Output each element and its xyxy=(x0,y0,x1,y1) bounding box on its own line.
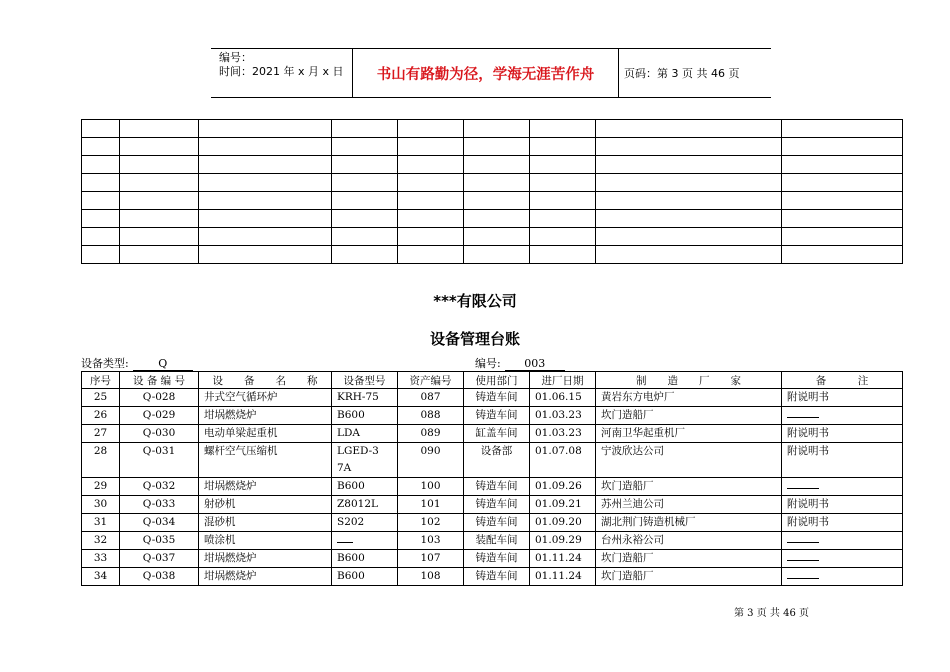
company-title: ***有限公司 xyxy=(433,292,517,310)
page-header xyxy=(211,48,771,98)
empty-cell xyxy=(120,174,199,192)
table-header-row xyxy=(82,372,903,389)
header-page-label: 页码：第 3 页 共 46 页 xyxy=(624,67,740,80)
empty-cell xyxy=(782,246,903,264)
equipment-type-label: 设备类型: xyxy=(81,357,129,370)
cell-date: 01.03.23 xyxy=(530,407,596,425)
empty-cell xyxy=(120,120,199,138)
equipment-type xyxy=(81,355,193,371)
equipment-type-value: Q xyxy=(133,357,193,371)
empty-cell xyxy=(596,174,782,192)
empty-cell xyxy=(398,156,464,174)
blank-line xyxy=(787,479,819,489)
table-row xyxy=(82,532,903,550)
cell-name: 混砂机 xyxy=(199,514,332,532)
empty-cell xyxy=(464,120,530,138)
empty-cell xyxy=(398,192,464,210)
cell-asset: 088 xyxy=(398,407,464,425)
empty-cell xyxy=(530,228,596,246)
table-row xyxy=(82,496,903,514)
header-slogan: 书山有路勤为径，学海无涯苦作舟 xyxy=(353,49,619,97)
empty-cell xyxy=(530,156,596,174)
empty-cell xyxy=(199,156,332,174)
empty-cell xyxy=(596,228,782,246)
column-header: 使用部门 xyxy=(464,372,530,389)
column-header: 设 备 名 称 xyxy=(199,372,332,389)
empty-cell xyxy=(199,138,332,156)
cell-name: 井式空气循环炉 xyxy=(199,389,332,407)
empty-cell xyxy=(82,174,120,192)
cell-note: 附说明书 xyxy=(782,443,903,478)
cell-dept: 缸盖车间 xyxy=(464,425,530,443)
empty-cell xyxy=(120,246,199,264)
empty-cell xyxy=(398,174,464,192)
column-header: 设 备 编 号 xyxy=(120,372,199,389)
empty-cell xyxy=(782,228,903,246)
empty-cell xyxy=(398,138,464,156)
empty-table-row xyxy=(82,246,903,264)
column-header: 制 造 厂 家 xyxy=(596,372,782,389)
cell-model: LDA xyxy=(332,425,398,443)
empty-table-row xyxy=(82,228,903,246)
cell-model: B600 xyxy=(332,478,398,496)
empty-cell xyxy=(199,120,332,138)
cell-asset: 103 xyxy=(398,532,464,550)
empty-cell xyxy=(464,192,530,210)
empty-cell xyxy=(596,120,782,138)
empty-cell xyxy=(464,228,530,246)
empty-cell xyxy=(530,192,596,210)
cell-dept: 装配车间 xyxy=(464,532,530,550)
cell-asset: 100 xyxy=(398,478,464,496)
empty-cell xyxy=(120,228,199,246)
empty-cell xyxy=(332,120,398,138)
cell-note xyxy=(782,478,903,496)
empty-cell xyxy=(332,138,398,156)
table-row xyxy=(82,568,903,586)
cell-code: Q-029 xyxy=(120,407,199,425)
cell-code: Q-038 xyxy=(120,568,199,586)
table-row xyxy=(82,550,903,568)
cell-maker: 宁波欣达公司 xyxy=(596,443,782,478)
empty-cell xyxy=(82,120,120,138)
blank-line xyxy=(787,408,819,418)
empty-cell xyxy=(398,210,464,228)
empty-cell xyxy=(82,228,120,246)
empty-table-row xyxy=(82,156,903,174)
cell-date: 01.09.20 xyxy=(530,514,596,532)
empty-cell xyxy=(199,174,332,192)
cell-model: B600 xyxy=(332,568,398,586)
empty-cell xyxy=(332,228,398,246)
cell-note: 附说明书 xyxy=(782,389,903,407)
cell-note xyxy=(782,532,903,550)
cell-asset: 089 xyxy=(398,425,464,443)
cell-model: LGED-37A xyxy=(332,443,398,478)
cell-asset: 108 xyxy=(398,568,464,586)
column-header: 进厂日期 xyxy=(530,372,596,389)
page-footer: 第 3 页 共 46 页 xyxy=(734,608,809,619)
table-row xyxy=(82,425,903,443)
empty-cell xyxy=(332,246,398,264)
cell-name: 坩埚燃烧炉 xyxy=(199,407,332,425)
empty-cell xyxy=(782,138,903,156)
cell-asset: 107 xyxy=(398,550,464,568)
empty-cell xyxy=(398,120,464,138)
cell-no: 28 xyxy=(82,443,120,478)
empty-cell xyxy=(530,120,596,138)
cell-dept: 铸造车间 xyxy=(464,496,530,514)
cell-maker: 黄岩东方电炉厂 xyxy=(596,389,782,407)
empty-cell xyxy=(398,228,464,246)
empty-table-row xyxy=(82,192,903,210)
cell-dept: 铸造车间 xyxy=(464,389,530,407)
ledger-code xyxy=(475,355,565,371)
empty-cell xyxy=(120,138,199,156)
empty-cell xyxy=(82,210,120,228)
cell-note xyxy=(782,407,903,425)
header-info-cell xyxy=(211,49,353,97)
empty-cell xyxy=(464,210,530,228)
empty-cell xyxy=(464,246,530,264)
cell-maker: 苏州兰迪公司 xyxy=(596,496,782,514)
cell-date: 01.09.26 xyxy=(530,478,596,496)
empty-cell xyxy=(199,228,332,246)
cell-date: 01.11.24 xyxy=(530,550,596,568)
empty-cell xyxy=(596,246,782,264)
header-code-label: 编号： xyxy=(219,51,252,64)
column-header: 备 注 xyxy=(782,372,903,389)
cell-dept: 设备部 xyxy=(464,443,530,478)
ledger-code-label: 编号: xyxy=(475,357,501,370)
cell-date: 01.09.21 xyxy=(530,496,596,514)
empty-cell xyxy=(782,192,903,210)
cell-model xyxy=(332,532,398,550)
empty-cell xyxy=(120,210,199,228)
cell-name: 射砂机 xyxy=(199,496,332,514)
empty-cell xyxy=(782,120,903,138)
header-time-label: 时间：2021 年 x 月 x 日 xyxy=(219,65,344,78)
cell-note xyxy=(782,568,903,586)
cell-date: 01.11.24 xyxy=(530,568,596,586)
empty-cell xyxy=(782,210,903,228)
cell-model: S202 xyxy=(332,514,398,532)
empty-cell xyxy=(199,246,332,264)
empty-cell xyxy=(782,156,903,174)
cell-name: 坩埚燃烧炉 xyxy=(199,478,332,496)
column-header: 序号 xyxy=(82,372,120,389)
empty-cell xyxy=(464,174,530,192)
cell-maker: 坎门造船厂 xyxy=(596,478,782,496)
cell-no: 26 xyxy=(82,407,120,425)
cell-date: 01.06.15 xyxy=(530,389,596,407)
empty-ledger-table xyxy=(81,119,903,264)
cell-name: 螺杆空气压缩机 xyxy=(199,443,332,478)
empty-cell xyxy=(332,192,398,210)
empty-cell xyxy=(530,174,596,192)
cell-model: Z8012L xyxy=(332,496,398,514)
cell-code: Q-032 xyxy=(120,478,199,496)
blank-line xyxy=(337,533,353,543)
blank-line xyxy=(787,551,819,561)
ledger-code-value: 003 xyxy=(505,357,565,371)
cell-date: 01.07.08 xyxy=(530,443,596,478)
empty-cell xyxy=(199,210,332,228)
cell-dept: 铸造车间 xyxy=(464,514,530,532)
cell-code: Q-030 xyxy=(120,425,199,443)
empty-cell xyxy=(530,246,596,264)
empty-cell xyxy=(332,156,398,174)
cell-name: 喷涂机 xyxy=(199,532,332,550)
column-header: 资产编号 xyxy=(398,372,464,389)
cell-note: 附说明书 xyxy=(782,514,903,532)
cell-asset: 102 xyxy=(398,514,464,532)
cell-no: 34 xyxy=(82,568,120,586)
empty-cell xyxy=(120,192,199,210)
empty-cell xyxy=(464,138,530,156)
cell-model: B600 xyxy=(332,407,398,425)
empty-cell xyxy=(332,210,398,228)
cell-no: 33 xyxy=(82,550,120,568)
empty-cell xyxy=(596,192,782,210)
empty-cell xyxy=(332,174,398,192)
cell-maker: 坎门造船厂 xyxy=(596,407,782,425)
cell-name: 电动单梁起重机 xyxy=(199,425,332,443)
empty-cell xyxy=(398,246,464,264)
empty-cell xyxy=(530,138,596,156)
cell-no: 31 xyxy=(82,514,120,532)
cell-asset: 087 xyxy=(398,389,464,407)
cell-name: 坩埚燃烧炉 xyxy=(199,568,332,586)
column-header: 设备型号 xyxy=(332,372,398,389)
table-row xyxy=(82,514,903,532)
empty-table-row xyxy=(82,138,903,156)
equipment-ledger-table xyxy=(81,371,903,586)
cell-date: 01.09.29 xyxy=(530,532,596,550)
cell-model: B600 xyxy=(332,550,398,568)
cell-no: 25 xyxy=(82,389,120,407)
empty-cell xyxy=(596,138,782,156)
cell-dept: 铸造车间 xyxy=(464,478,530,496)
cell-date: 01.03.23 xyxy=(530,425,596,443)
cell-note: 附说明书 xyxy=(782,496,903,514)
empty-cell xyxy=(782,174,903,192)
blank-line xyxy=(787,569,819,579)
cell-note: 附说明书 xyxy=(782,425,903,443)
empty-cell xyxy=(530,210,596,228)
empty-table-row xyxy=(82,210,903,228)
cell-dept: 铸造车间 xyxy=(464,407,530,425)
cell-no: 27 xyxy=(82,425,120,443)
empty-cell xyxy=(464,156,530,174)
empty-cell xyxy=(199,192,332,210)
cell-no: 30 xyxy=(82,496,120,514)
empty-cell xyxy=(596,156,782,174)
empty-table-row xyxy=(82,120,903,138)
cell-maker: 河南卫华起重机厂 xyxy=(596,425,782,443)
cell-asset: 090 xyxy=(398,443,464,478)
empty-cell xyxy=(82,156,120,174)
cell-no: 29 xyxy=(82,478,120,496)
cell-maker: 湖北荆门铸造机械厂 xyxy=(596,514,782,532)
cell-no: 32 xyxy=(82,532,120,550)
cell-model: KRH-75 xyxy=(332,389,398,407)
cell-code: Q-033 xyxy=(120,496,199,514)
table-row xyxy=(82,389,903,407)
table-row xyxy=(82,407,903,425)
empty-cell xyxy=(82,138,120,156)
cell-dept: 铸造车间 xyxy=(464,550,530,568)
cell-maker: 坎门造船厂 xyxy=(596,550,782,568)
empty-cell xyxy=(596,210,782,228)
blank-line xyxy=(787,533,819,543)
cell-asset: 101 xyxy=(398,496,464,514)
cell-code: Q-028 xyxy=(120,389,199,407)
empty-cell xyxy=(82,246,120,264)
cell-dept: 铸造车间 xyxy=(464,568,530,586)
table-row xyxy=(82,478,903,496)
ledger-title: 设备管理台账 xyxy=(429,330,520,348)
table-row xyxy=(82,443,903,478)
cell-code: Q-037 xyxy=(120,550,199,568)
empty-cell xyxy=(120,156,199,174)
cell-code: Q-034 xyxy=(120,514,199,532)
empty-cell xyxy=(82,192,120,210)
cell-code: Q-035 xyxy=(120,532,199,550)
empty-table-row xyxy=(82,174,903,192)
cell-name: 坩埚燃烧炉 xyxy=(199,550,332,568)
cell-note xyxy=(782,550,903,568)
cell-code: Q-031 xyxy=(120,443,199,478)
cell-maker: 坎门造船厂 xyxy=(596,568,782,586)
cell-maker: 台州永裕公司 xyxy=(596,532,782,550)
